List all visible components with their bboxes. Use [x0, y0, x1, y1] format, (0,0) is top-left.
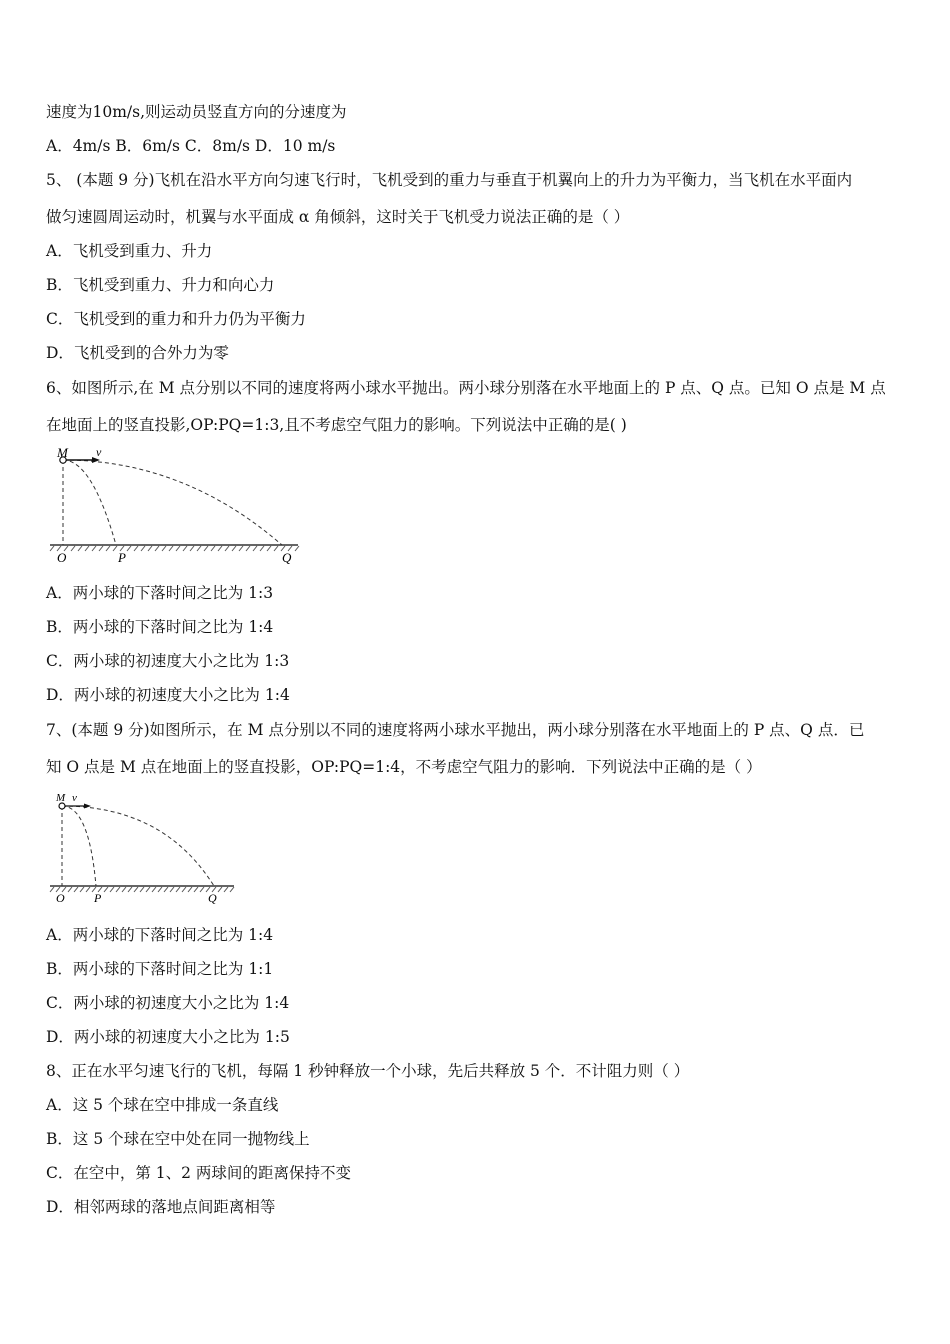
- figure-question-6: [44, 444, 304, 568]
- question-6-option-c: C．两小球的初速度大小之比为 1:3: [46, 652, 290, 670]
- trajectory-to-q: [63, 460, 282, 545]
- ground-hatch: [50, 887, 234, 892]
- ground-hatch: [50, 546, 299, 551]
- label-v: v: [96, 445, 102, 459]
- question-5-option-c: C．飞机受到的重力和升力仍为平衡力: [46, 310, 306, 328]
- question-7-line-2: 知 O 点是 M 点在地面上的竖直投影，OP:PQ=1:4，不考虑空气阻力的影响．下列说法中正确的是（ ）: [46, 758, 762, 776]
- trajectory-to-p: [63, 460, 116, 545]
- question-6-option-d: D．两小球的初速度大小之比为 1:4: [46, 686, 290, 704]
- question-5-option-d: D．飞机受到的合外力为零: [46, 344, 229, 362]
- question-6-line-2: 在地面上的竖直投影,OP:PQ=1:3,且不考虑空气阻力的影响。下列说法中正确的是( ): [46, 416, 627, 434]
- label-o: O: [56, 891, 65, 905]
- question-8-option-c: C．在空中，第 1、2 两球间的距离保持不变: [46, 1164, 351, 1182]
- label-o: O: [57, 550, 67, 565]
- question-6-option-a: A．两小球的下落时间之比为 1:3: [46, 584, 274, 602]
- question-8-option-d: D．相邻两球的落地点间距离相等: [46, 1198, 276, 1216]
- question-6-option-b: B．两小球的下落时间之比为 1:4: [46, 618, 274, 636]
- question-7-option-a: A．两小球的下落时间之比为 1:4: [46, 926, 274, 944]
- label-q: Q: [208, 891, 217, 905]
- question-8-option-a: A．这 5 个球在空中排成一条直线: [46, 1096, 279, 1114]
- question-6-line-1: 6、如图所示,在 M 点分别以不同的速度将两小球水平抛出。两小球分别落在水平地面上的 P 点、Q 点。已知 O 点是 M 点: [46, 379, 886, 397]
- question-5-option-a: A．飞机受到重力、升力: [46, 242, 213, 260]
- label-v: v: [72, 792, 77, 804]
- question-7-option-d: D．两小球的初速度大小之比为 1:5: [46, 1028, 290, 1046]
- question-8-line-1: 8、正在水平匀速飞行的飞机，每隔 1 秒钟释放一个小球，先后共释放 5 个．不计阻力则（ ）: [46, 1062, 690, 1080]
- projectile-diagram-2: [44, 788, 244, 910]
- question-8-option-b: B．这 5 个球在空中处在同一抛物线上: [46, 1130, 310, 1148]
- label-p: P: [118, 550, 126, 565]
- text-line-1: 速度为10m/s,则运动员竖直方向的分速度为: [46, 103, 347, 121]
- label-m: M: [57, 445, 68, 460]
- label-q: Q: [282, 550, 292, 565]
- projectile-diagram-1: [44, 444, 304, 568]
- question-5-line-1: 5、 (本题 9 分)飞机在沿水平方向匀速飞行时，飞机受到的重力与垂直于机翼向上的升力为平衡力，当飞机在水平面内: [46, 171, 853, 189]
- label-m: M: [56, 792, 66, 804]
- figure-question-7: [44, 788, 244, 910]
- text-line-2: A．4m/s B．6m/s C．8m/s D．10 m/s: [46, 137, 336, 155]
- question-7-option-b: B．两小球的下落时间之比为 1:1: [46, 960, 274, 978]
- question-7-option-c: C．两小球的初速度大小之比为 1:4: [46, 994, 290, 1012]
- trajectory-to-q: [62, 806, 214, 886]
- label-p: P: [94, 891, 102, 905]
- question-7-line-1: 7、(本题 9 分)如图所示，在 M 点分别以不同的速度将两小球水平抛出，两小球分别落在水平地面上的 P 点、Q 点．已: [46, 721, 865, 739]
- question-5-line-2: 做匀速圆周运动时，机翼与水平面成 α 角倾斜，这时关于飞机受力说法正确的是（ ）: [46, 208, 630, 226]
- trajectory-to-p: [62, 806, 96, 886]
- question-5-option-b: B．飞机受到重力、升力和向心力: [46, 276, 275, 294]
- velocity-arrowhead: [84, 804, 91, 809]
